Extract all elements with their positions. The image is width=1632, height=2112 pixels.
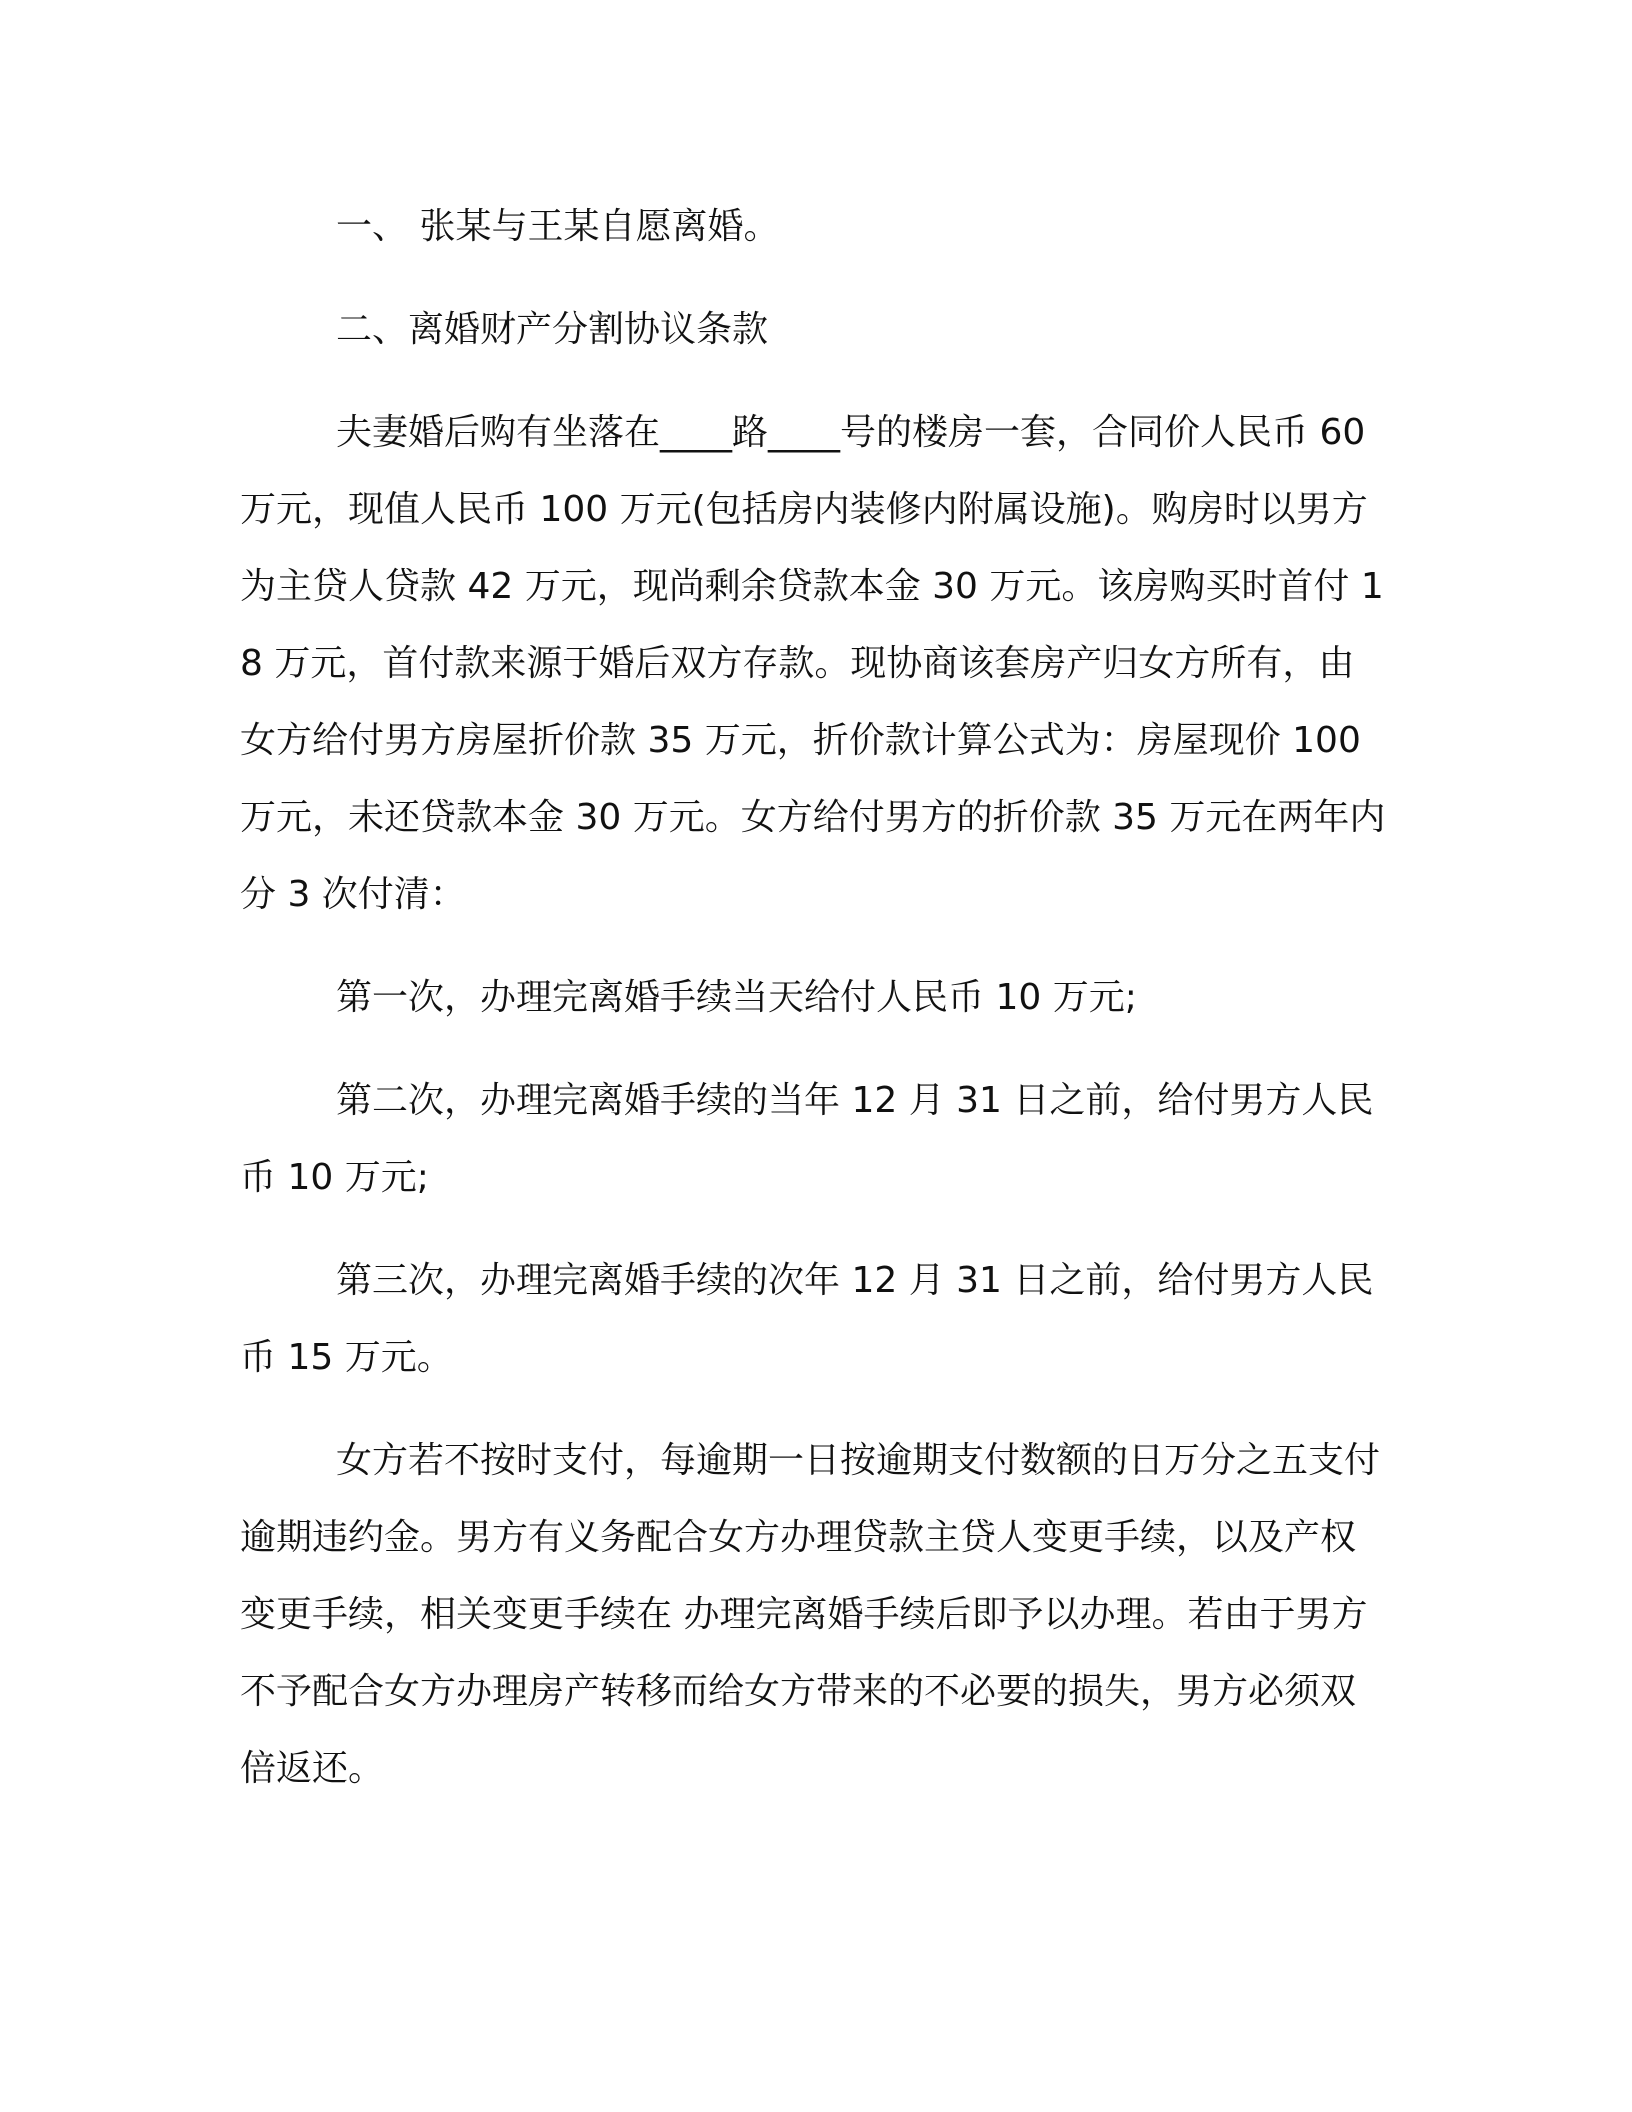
paragraph-first-payment: 第一次，办理完离婚手续当天给付人民币 10 万元; (336, 977, 1137, 1018)
clause-property-division-title: 二、离婚财产分割协议条款 (336, 309, 769, 350)
paragraph-second-payment: 第二次，办理完离婚手续的当年 12 月 31 日之前，给付男方人民币 10 万元; (240, 1080, 1374, 1198)
document-body (240, 188, 1390, 1807)
clause-voluntary-divorce: 一、 张某与王某自愿离婚。 (336, 206, 780, 247)
paragraph-penalty-clause: 女方若不按时支付，每逾期一日按逾期支付数额的日万分之五支付逾期违约金。男方有义务配合女方办理贷款主贷人变更手续，以及产权变更手续，相关变更手续在 办理完离婚手续后即予以办理。若由于男方不予配合女方办理房产转移而给女方带来的不必要的损失，男方必须双倍返还。 (240, 1440, 1381, 1789)
paragraph-property-description: 夫妻婚后购有坐落在____路____号的楼房一套，合同价人民币 60 万元，现值人民币 100 万元(包括房内装修内附属设施)。购房时以男方为主贷人贷款 42 万元，现尚剩余贷款本金 30 万元。该房购买时首付 18 万元，首付款来源于婚后双方存款。现协商该套房产归女方所有，由女方给付男方房屋折价款 35 万元，折价款计算公式为：房屋现价 100 万元，未还贷款本金 30 万元。女方给付男方的折价款 35 万元在两年内分 3 次付清： (240, 412, 1386, 915)
paragraph-third-payment: 第三次，办理完离婚手续的次年 12 月 31 日之前，给付男方人民币 15 万元。 (240, 1260, 1374, 1378)
